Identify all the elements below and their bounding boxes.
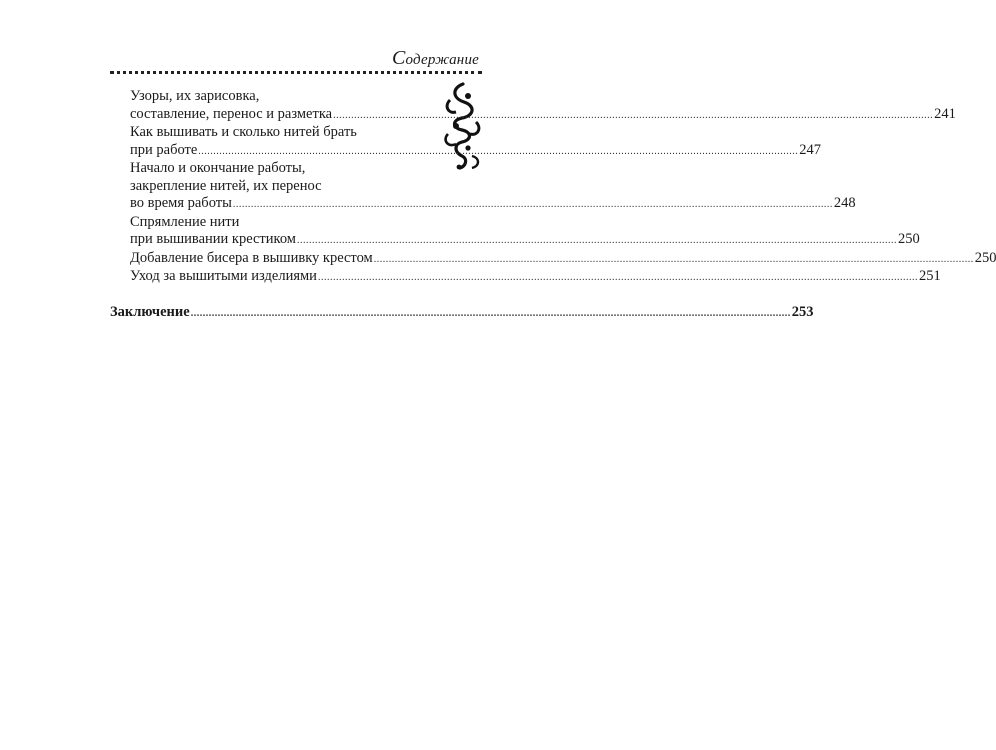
toc-entry-final-line xyxy=(130,249,996,269)
toc-entry-line: Спрямление нити xyxy=(130,213,240,230)
running-header-title xyxy=(392,47,479,70)
table-of-contents xyxy=(110,88,996,322)
toc-page-number: 250 xyxy=(898,231,920,247)
toc-entry-label: Уход за вышитыми изделиями xyxy=(130,268,317,284)
running-header-initial: С xyxy=(391,47,406,69)
toc-page-number: 248 xyxy=(833,195,856,211)
toc-entry-final-line xyxy=(110,303,814,323)
toc-entry-final-line xyxy=(130,105,956,125)
toc-entry-label: во время работы xyxy=(130,195,232,211)
toc-leader-dots: ........................................................................................................................................................................................................ xyxy=(232,199,833,210)
toc-entry-line: Как вышивать и сколько нитей брать xyxy=(130,124,357,140)
toc-leader-dots: ........................................................................................................................................................................................................ xyxy=(297,235,897,246)
toc-entry xyxy=(110,249,996,269)
toc-entry-final-line xyxy=(130,195,856,214)
header-dotted-rule xyxy=(110,71,482,74)
running-header-rest: одержание xyxy=(405,52,479,68)
toc-entry-final-line xyxy=(130,141,822,161)
toc-entry-label: при вышивании крестиком xyxy=(130,231,296,247)
toc-entry-final-line xyxy=(130,231,920,250)
toc-page-number: 250 xyxy=(974,249,996,266)
toc-entry-line: Начало и окончание работы, xyxy=(130,160,306,176)
toc-page-number: 253 xyxy=(791,303,814,320)
toc-entry xyxy=(110,88,956,124)
toc-page-number: 247 xyxy=(799,141,822,158)
toc-entry-label: Добавление бисера в вышивку крестом xyxy=(130,249,373,266)
toc-entry xyxy=(110,124,822,160)
toc-entry xyxy=(110,268,941,287)
toc-page-number: 241 xyxy=(934,105,956,122)
toc-entry xyxy=(110,160,856,214)
toc-entry-final-line xyxy=(130,268,941,287)
toc-leader-dots: ........................................................................................................................................................................................................ xyxy=(333,109,934,121)
toc-page-number: 251 xyxy=(918,268,941,284)
toc-entry xyxy=(110,213,920,250)
toc-leader-dots: ........................................................................................................................................................................................................ xyxy=(190,307,791,319)
toc-entry-label: при работе xyxy=(130,141,198,158)
toc-entry-label: составление, перенос и разметка xyxy=(130,105,333,122)
toc-leader-dots: ........................................................................................................................................................................................................ xyxy=(317,272,918,283)
toc-entry-line: закрепление нитей, их перенос xyxy=(130,177,322,194)
toc-entry-label: Заключение xyxy=(110,303,190,320)
toc-entry-line: Узоры, их зарисовка, xyxy=(130,88,260,104)
toc-leader-dots: ........................................................................................................................................................................................................ xyxy=(198,145,799,157)
toc-entry-conclusion xyxy=(110,303,814,323)
toc-leader-dots: ........................................................................................................................................................................................................ xyxy=(373,253,974,265)
